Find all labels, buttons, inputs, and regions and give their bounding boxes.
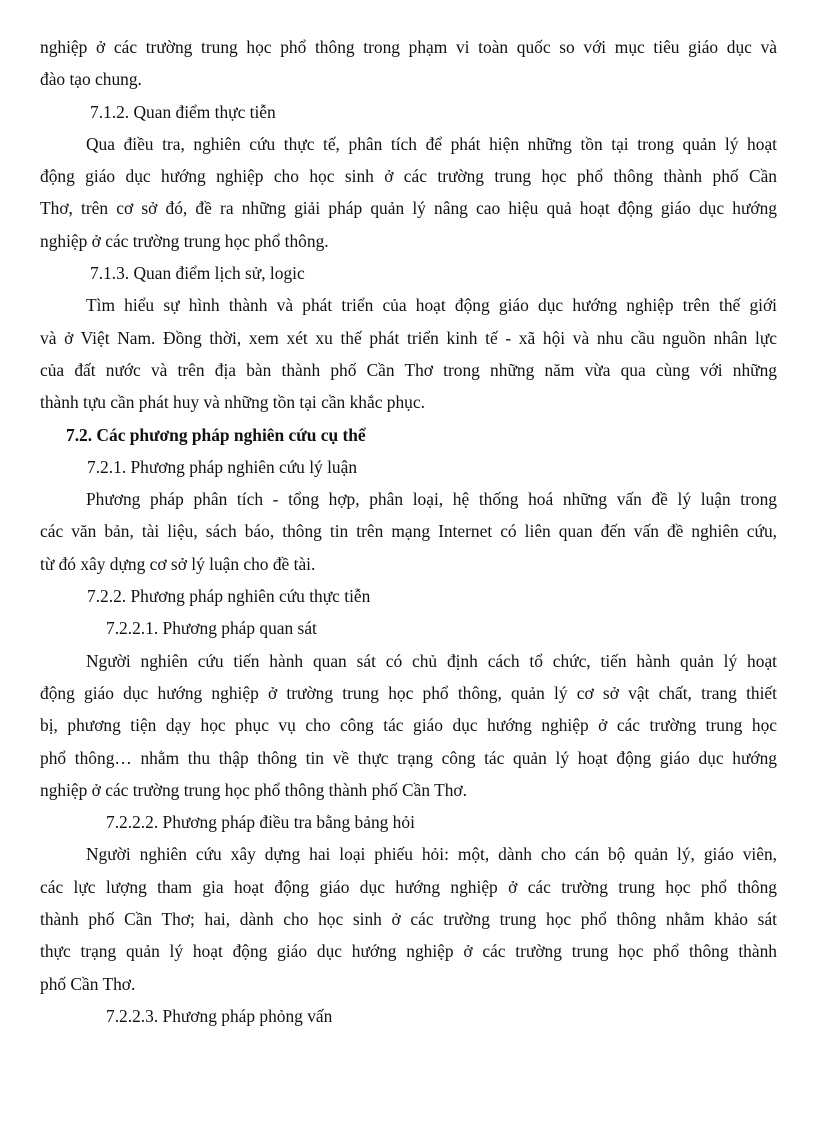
text-line: từ đó xây dựng cơ sở lý luận cho đề tài. [40, 553, 316, 574]
text-line: các văn bản, tài liệu, sách báo, thông tin trên mạng Internet có liên quan đến vấn đề nghiên cứu, [40, 521, 777, 542]
text-line: phố Cần Thơ. [40, 973, 136, 994]
section-heading-7-2-2: 7.2.2. Phương pháp nghiên cứu thực tiễn [87, 586, 371, 607]
section-heading-7-2-1: 7.2.1. Phương pháp nghiên cứu lý luận [87, 456, 358, 477]
section-heading-7-1-3: 7.1.3. Quan điểm lịch sử, logic [90, 263, 305, 284]
section-heading-7-2-2-3: 7.2.2.3. Phương pháp phỏng vấn [106, 1005, 333, 1026]
text-line: nghiệp ở các trường trung học phổ thông thành phố Cần Thơ. [40, 779, 467, 800]
text-line: phổ thông… nhằm thu thập thông tin về thực trạng công tác quản lý hoạt động giáo dục hướng [40, 747, 777, 768]
document-page [40, 31, 777, 1032]
text-line: đào tạo chung. [40, 69, 142, 90]
text-line: của đất nước và trên địa bàn thành phố Cần Thơ trong những năm vừa qua cùng với những [40, 359, 777, 380]
text-line: động giáo dục hướng nghiệp ở trường trung học phổ thông, quản lý cơ sở vật chất, trang thiết [40, 682, 777, 703]
text-line: Tìm hiểu sự hình thành và phát triển của hoạt động giáo dục hướng nghiệp trên thế giới [86, 295, 777, 316]
text-line: nghiệp ở các trường trung học phổ thông. [40, 230, 329, 251]
text-line: bị, phương tiện dạy học phục vụ cho công tác giáo dục hướng nghiệp ở các trường trung học [40, 715, 777, 736]
text-line: Người nghiên cứu xây dựng hai loại phiếu hỏi: một, dành cho cán bộ quản lý, giáo viên, [86, 844, 777, 865]
text-line: thành tựu cần phát huy và những tồn tại cần khắc phục. [40, 392, 425, 413]
section-heading-7-1-2: 7.1.2. Quan điểm thực tiễn [90, 101, 276, 122]
text-line: Phương pháp phân tích - tổng hợp, phân loại, hệ thống hoá những vấn đề lý luận trong [86, 489, 777, 510]
section-heading-7-2: 7.2. Các phương pháp nghiên cứu cụ thể [66, 424, 366, 445]
text-line: Thơ, trên cơ sở đó, đề ra những giải pháp quản lý nâng cao hiệu quả hoạt động giáo dục hướng [40, 198, 777, 219]
text-line: thực trạng quản lý hoạt động giáo dục hướng nghiệp ở các trường trung học phổ thông thành [40, 941, 777, 962]
text-line: và ở Việt Nam. Đồng thời, xem xét xu thế phát triển kinh tế - xã hội và nhu cầu nguồn nhân lực [40, 327, 777, 348]
text-line: các lực lượng tham gia hoạt động giáo dục hướng nghiệp ở các trường trung học phổ thông [40, 876, 777, 897]
text-line: thành phố Cần Thơ; hai, dành cho học sinh ở các trường trung học phổ thông nhằm khảo sát [40, 909, 777, 930]
text-line: động giáo dục hướng nghiệp cho học sinh ở các trường trung học phổ thông thành phố Cần [40, 166, 777, 187]
section-heading-7-2-2-1: 7.2.2.1. Phương pháp quan sát [106, 618, 317, 639]
section-heading-7-2-2-2: 7.2.2.2. Phương pháp điều tra bằng bảng hỏi [106, 812, 415, 833]
text-line: nghiệp ở các trường trung học phổ thông trong phạm vi toàn quốc so với mục tiêu giáo dục và [40, 37, 777, 57]
text-line: Người nghiên cứu tiến hành quan sát có chủ định cách tổ chức, tiến hành quản lý hoạt [86, 650, 777, 671]
text-line: Qua điều tra, nghiên cứu thực tế, phân tích để phát hiện những tồn tại trong quản lý hoạt [86, 133, 777, 154]
